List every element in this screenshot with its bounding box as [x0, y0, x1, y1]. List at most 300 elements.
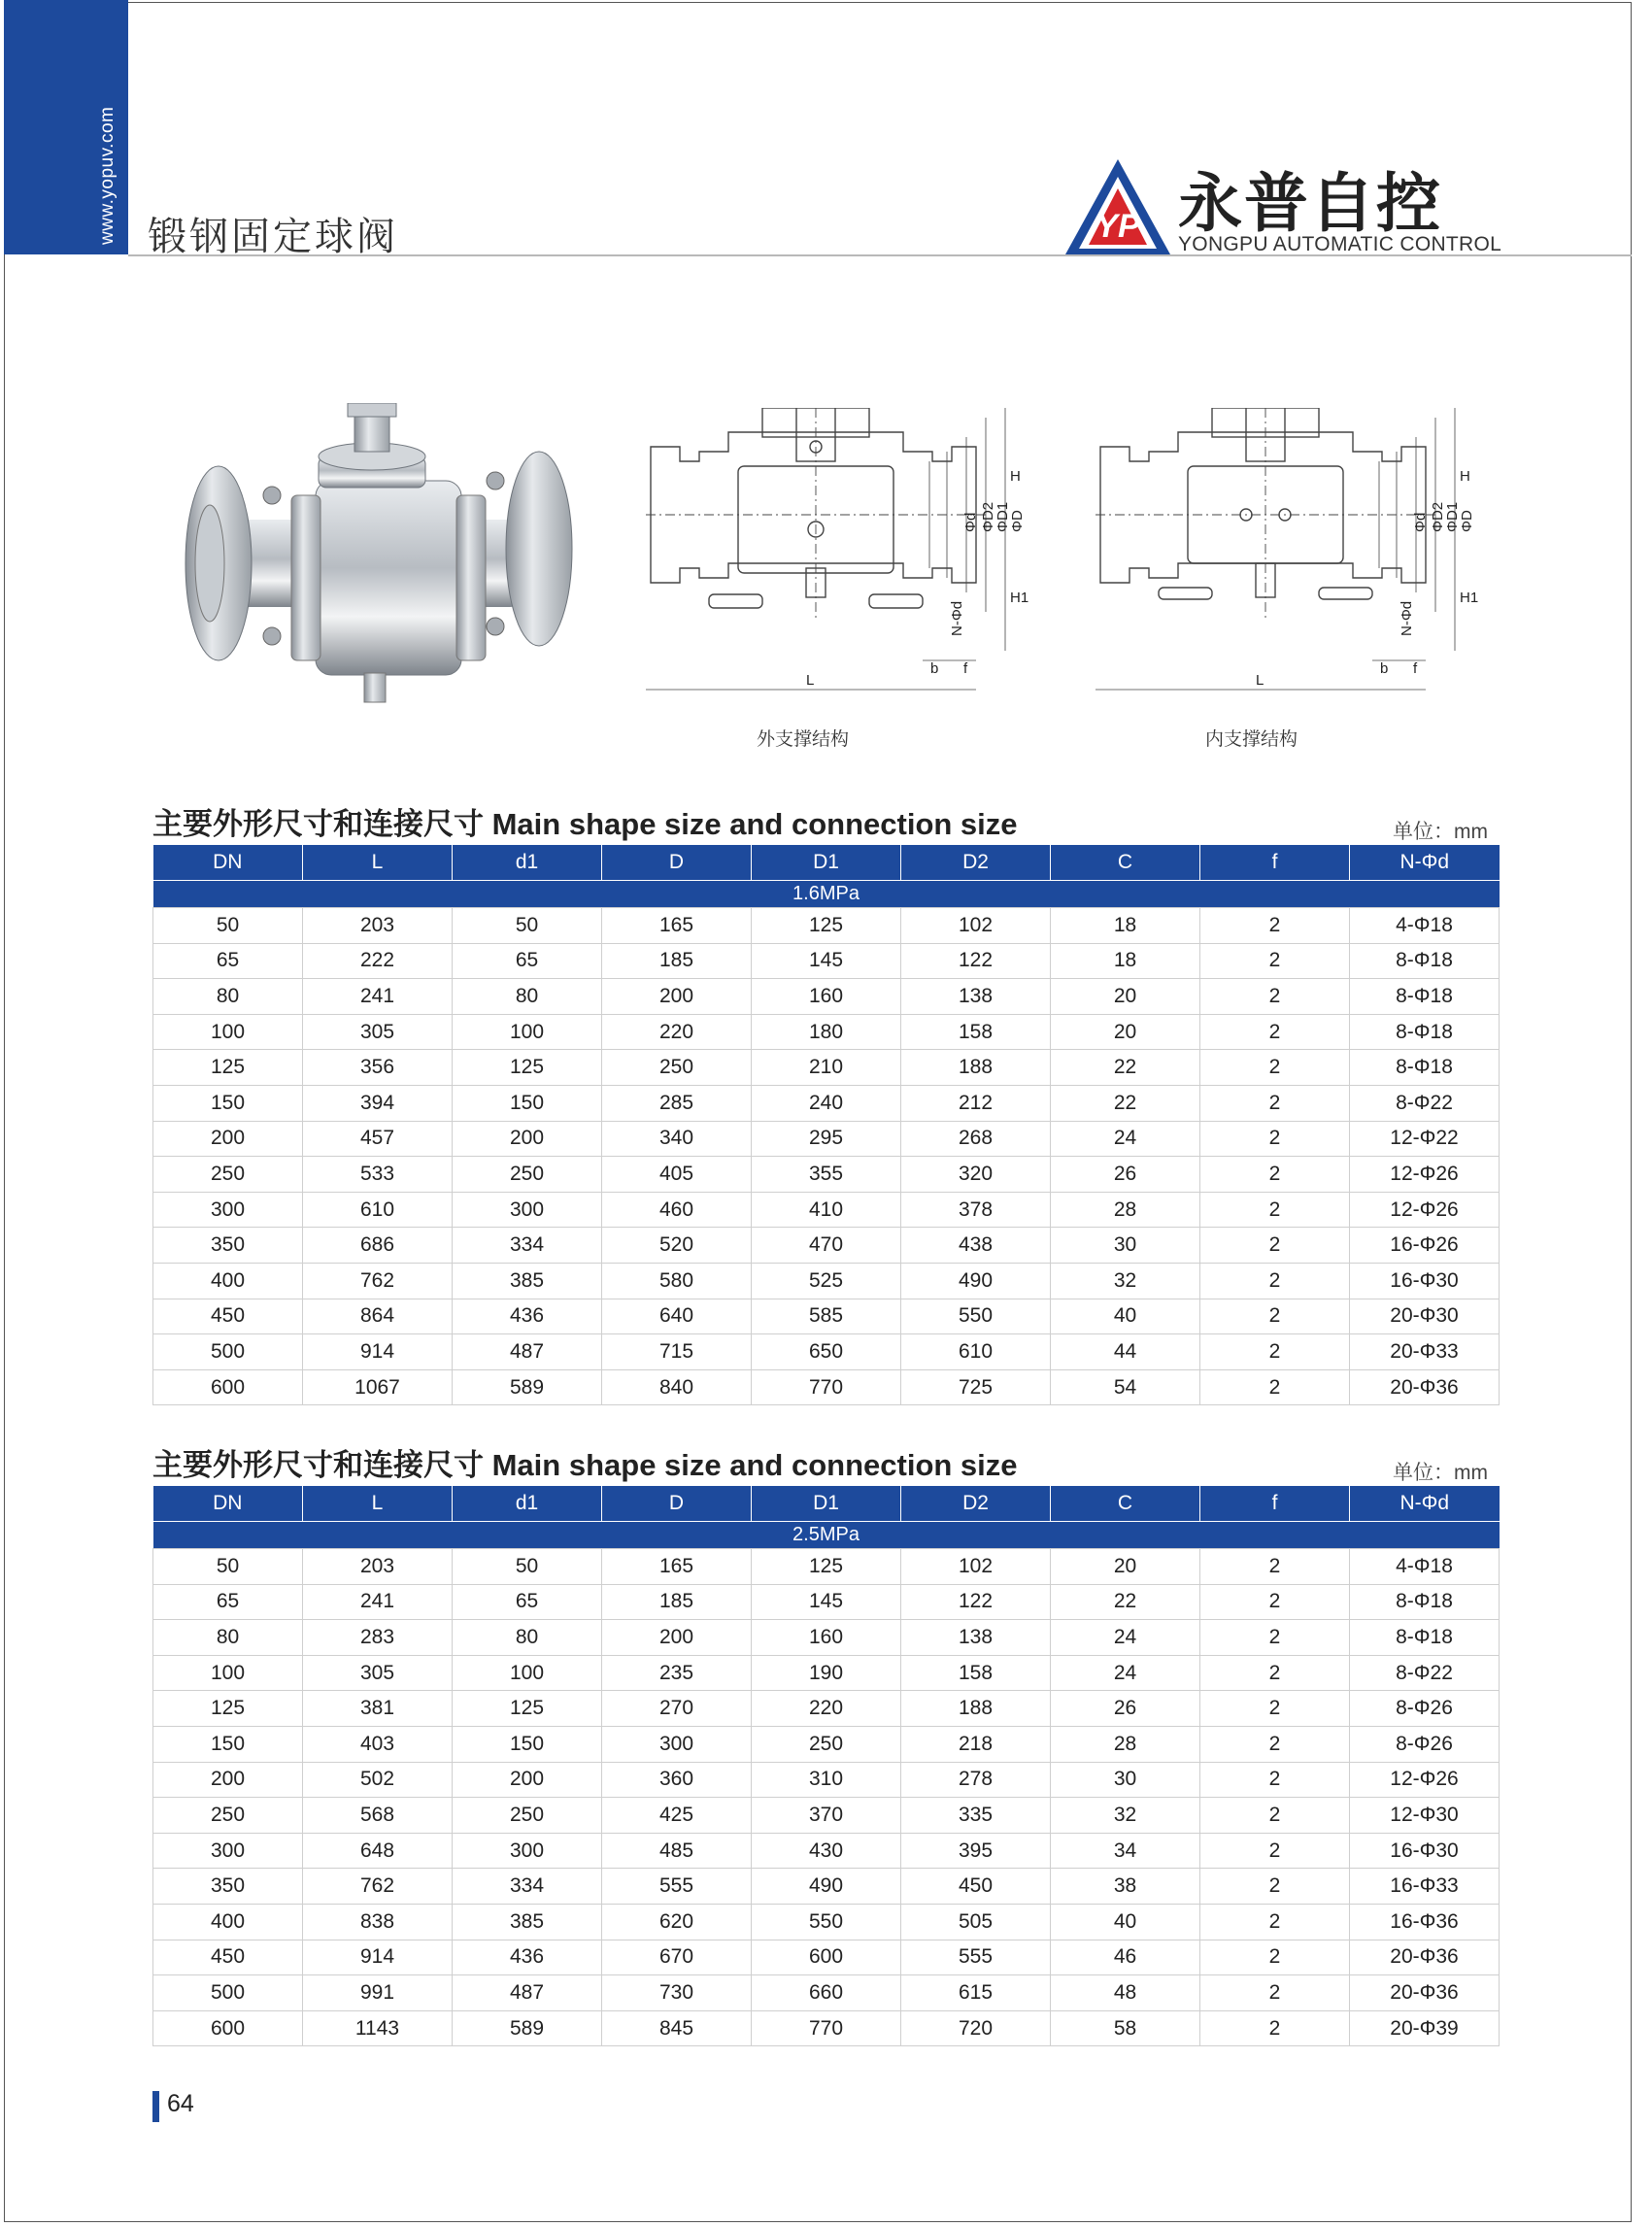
table-cell: 16-Φ30 [1350, 1263, 1500, 1299]
table-cell: 40 [1051, 1904, 1200, 1940]
table-cell: 450 [153, 1299, 303, 1334]
table-cell: 2 [1200, 2010, 1350, 2046]
table-cell: 585 [752, 1299, 901, 1334]
table-cell: 670 [602, 1940, 752, 1975]
table-cell: 250 [453, 1798, 602, 1834]
table-row [153, 1085, 1500, 1121]
table-cell: 305 [303, 1014, 453, 1050]
table-cell: 185 [602, 1584, 752, 1620]
table-cell: 2 [1200, 1085, 1350, 1121]
label-d2: ΦD2 [980, 501, 996, 532]
table-cell: 138 [901, 979, 1051, 1015]
label-h: H [1460, 468, 1470, 485]
table-cell: 50 [153, 1549, 303, 1585]
table-cell: 160 [752, 1620, 901, 1656]
table-cell: 914 [303, 1940, 453, 1975]
section-title-1: 主要外形尺寸和连接尺寸 Main shape size and connection size [152, 807, 1018, 841]
table-cell: 770 [752, 1369, 901, 1405]
table-cell: 335 [901, 1798, 1051, 1834]
table-cell: 241 [303, 979, 453, 1015]
label-b: b [1380, 660, 1389, 677]
table-cell: 550 [901, 1299, 1051, 1334]
table-cell: 20-Φ30 [1350, 1299, 1500, 1334]
table-cell: 100 [453, 1655, 602, 1691]
table-cell: 22 [1051, 1085, 1200, 1121]
table-cell: 180 [752, 1014, 901, 1050]
table-cell: 158 [901, 1014, 1051, 1050]
caption-internal-support: 内支撑结构 [1205, 729, 1298, 750]
table-cell: 65 [153, 1584, 303, 1620]
table-cell: 405 [602, 1157, 752, 1193]
table-cell: 715 [602, 1334, 752, 1370]
table-cell: 502 [303, 1762, 453, 1798]
table-cell: 125 [153, 1691, 303, 1727]
table-cell: 203 [303, 1549, 453, 1585]
table-cell: 18 [1051, 908, 1200, 944]
unit-label-1: 单位：mm [1393, 821, 1488, 843]
table-cell: 165 [602, 908, 752, 944]
table-cell: 150 [153, 1726, 303, 1762]
table-row [153, 1726, 1500, 1762]
table-cell: 720 [901, 2010, 1051, 2046]
table-cell: 8-Φ18 [1350, 979, 1500, 1015]
table-cell: 250 [153, 1798, 303, 1834]
table-row [153, 1549, 1500, 1585]
table-cell: 485 [602, 1833, 752, 1869]
table-cell: 370 [752, 1798, 901, 1834]
label-d: Φd [962, 512, 979, 532]
table-cell: 600 [153, 2010, 303, 2046]
table-cell: 100 [153, 1014, 303, 1050]
table-cell: 65 [153, 943, 303, 979]
table-cell: 845 [602, 2010, 752, 2046]
table-cell: 145 [752, 943, 901, 979]
label-d1: ΦD1 [995, 501, 1011, 532]
label-dd: ΦD [1459, 510, 1475, 532]
table-cell: 650 [752, 1334, 901, 1370]
table-cell: 533 [303, 1157, 453, 1193]
table-header-row [153, 1486, 1500, 1522]
table-cell: 2 [1200, 1192, 1350, 1228]
table-row [153, 1334, 1500, 1370]
table-cell: 600 [153, 1369, 303, 1405]
table-cell: 2 [1200, 1584, 1350, 1620]
table-cell: 18 [1051, 943, 1200, 979]
page-number: 64 [167, 2090, 194, 2117]
table-cell: 525 [752, 1263, 901, 1299]
table-cell: 460 [602, 1192, 752, 1228]
table-header-row [153, 845, 1500, 881]
table-cell: 350 [153, 1869, 303, 1905]
table-cell: 250 [153, 1157, 303, 1193]
table-cell: 270 [602, 1691, 752, 1727]
table-cell: 65 [453, 943, 602, 979]
table-cell: 150 [153, 1085, 303, 1121]
table-cell: 2 [1200, 1833, 1350, 1869]
table-cell: 864 [303, 1299, 453, 1334]
table-cell: 200 [153, 1762, 303, 1798]
label-l: L [806, 672, 815, 689]
table-cell: 2 [1200, 1869, 1350, 1905]
table-cell: 589 [453, 1369, 602, 1405]
table-row [153, 1369, 1500, 1405]
table-cell: 222 [303, 943, 453, 979]
table-cell: 8-Φ26 [1350, 1726, 1500, 1762]
table-row [153, 1904, 1500, 1940]
table-cell: 240 [752, 1085, 901, 1121]
table-row [153, 1014, 1500, 1050]
table-cell: 250 [453, 1157, 602, 1193]
table-cell: 40 [1051, 1299, 1200, 1334]
table-cell: 24 [1051, 1620, 1200, 1656]
table-cell: 615 [901, 1975, 1051, 2011]
table-cell: 26 [1051, 1157, 1200, 1193]
column-header: D [602, 1486, 752, 1522]
table-cell: 188 [901, 1691, 1051, 1727]
table-cell: 80 [453, 979, 602, 1015]
table-cell: 50 [153, 908, 303, 944]
table-cell: 305 [303, 1655, 453, 1691]
table-cell: 24 [1051, 1121, 1200, 1157]
column-header: f [1200, 845, 1350, 881]
table-cell: 200 [602, 979, 752, 1015]
table-cell: 438 [901, 1228, 1051, 1264]
column-header: d1 [453, 845, 602, 881]
table-cell: 218 [901, 1726, 1051, 1762]
table-cell: 200 [453, 1762, 602, 1798]
table-row [153, 2010, 1500, 2046]
table-cell: 8-Φ18 [1350, 1014, 1500, 1050]
table-cell: 355 [752, 1157, 901, 1193]
table-cell: 24 [1051, 1655, 1200, 1691]
table-cell: 403 [303, 1726, 453, 1762]
column-header: D2 [901, 845, 1051, 881]
company-logo [1063, 157, 1502, 258]
table-cell: 165 [602, 1549, 752, 1585]
column-header: L [303, 1486, 453, 1522]
table-cell: 122 [901, 1584, 1051, 1620]
page-title: 锻钢固定球阀 [148, 216, 398, 258]
table-cell: 2 [1200, 1050, 1350, 1086]
table-row [153, 1833, 1500, 1869]
table-cell: 2 [1200, 1975, 1350, 2011]
table-cell: 2 [1200, 1549, 1350, 1585]
table-cell: 300 [453, 1192, 602, 1228]
table-cell: 2 [1200, 1691, 1350, 1727]
table-cell: 2 [1200, 1762, 1350, 1798]
table-cell: 648 [303, 1833, 453, 1869]
table-cell: 48 [1051, 1975, 1200, 2011]
table-cell: 20-Φ36 [1350, 1940, 1500, 1975]
table-cell: 80 [153, 979, 303, 1015]
table-cell: 220 [602, 1014, 752, 1050]
table-cell: 8-Φ18 [1350, 943, 1500, 979]
table-cell: 250 [752, 1726, 901, 1762]
table-cell: 320 [901, 1157, 1051, 1193]
table-cell: 2 [1200, 979, 1350, 1015]
table-cell: 600 [752, 1940, 901, 1975]
table-cell: 660 [752, 1975, 901, 2011]
table-cell: 8-Φ18 [1350, 1050, 1500, 1086]
table-row [153, 1940, 1500, 1975]
column-header: f [1200, 1486, 1350, 1522]
table-cell: 28 [1051, 1192, 1200, 1228]
table-cell: 285 [602, 1085, 752, 1121]
table-cell: 158 [901, 1655, 1051, 1691]
label-d1: ΦD1 [1444, 501, 1461, 532]
table-cell: 185 [602, 943, 752, 979]
table-cell: 80 [453, 1620, 602, 1656]
pressure-rating: 2.5MPa [153, 1522, 1500, 1549]
table-cell: 2 [1200, 943, 1350, 979]
logo-english-name: YONGPU AUTOMATIC CONTROL [1178, 233, 1502, 255]
table-cell: 620 [602, 1904, 752, 1940]
column-header: N-Φd [1350, 1486, 1500, 1522]
label-n: N-Φd [1399, 600, 1415, 636]
table-row [153, 943, 1500, 979]
drawing-external-support [646, 408, 1063, 694]
table-cell: 436 [453, 1940, 602, 1975]
column-header: D2 [901, 1486, 1051, 1522]
table-cell: 102 [901, 1549, 1051, 1585]
table-row [153, 908, 1500, 944]
table-cell: 1067 [303, 1369, 453, 1405]
table-cell: 16-Φ26 [1350, 1228, 1500, 1264]
table-cell: 490 [901, 1263, 1051, 1299]
table-cell: 38 [1051, 1869, 1200, 1905]
table-cell: 555 [901, 1940, 1051, 1975]
table-cell: 250 [602, 1050, 752, 1086]
table-cell: 487 [453, 1334, 602, 1370]
table-cell: 20 [1051, 1549, 1200, 1585]
table-cell: 490 [752, 1869, 901, 1905]
table-cell: 220 [752, 1691, 901, 1727]
table-cell: 2 [1200, 1228, 1350, 1264]
label-h1: H1 [1460, 590, 1479, 606]
table-cell: 589 [453, 2010, 602, 2046]
table-cell: 150 [453, 1726, 602, 1762]
table-cell: 2 [1200, 1121, 1350, 1157]
table-cell: 12-Φ26 [1350, 1157, 1500, 1193]
column-header: D1 [752, 845, 901, 881]
label-d2: ΦD2 [1430, 501, 1446, 532]
table-cell: 32 [1051, 1263, 1200, 1299]
table-cell: 300 [602, 1726, 752, 1762]
table-cell: 102 [901, 908, 1051, 944]
table-cell: 686 [303, 1228, 453, 1264]
table-cell: 450 [153, 1940, 303, 1975]
table-cell: 770 [752, 2010, 901, 2046]
column-header: DN [153, 845, 303, 881]
table-row [153, 1299, 1500, 1334]
drawing-internal-support [1096, 408, 1513, 694]
table-row [153, 1691, 1500, 1727]
table-cell: 32 [1051, 1798, 1200, 1834]
table-cell: 16-Φ36 [1350, 1904, 1500, 1940]
table-cell: 20 [1051, 1014, 1200, 1050]
table-row [153, 1157, 1500, 1193]
table-cell: 425 [602, 1798, 752, 1834]
table-cell: 450 [901, 1869, 1051, 1905]
table-cell: 991 [303, 1975, 453, 2011]
unit-label-2: 单位：mm [1393, 1462, 1488, 1484]
table-cell: 30 [1051, 1228, 1200, 1264]
table-cell: 2 [1200, 908, 1350, 944]
page-number-bar [152, 2091, 159, 2122]
table-cell: 100 [153, 1655, 303, 1691]
table-cell: 610 [303, 1192, 453, 1228]
table-cell: 555 [602, 1869, 752, 1905]
table-cell: 2 [1200, 1726, 1350, 1762]
table-cell: 125 [752, 1549, 901, 1585]
table-cell: 356 [303, 1050, 453, 1086]
column-header: C [1051, 1486, 1200, 1522]
table-cell: 12-Φ26 [1350, 1192, 1500, 1228]
table-cell: 2 [1200, 1904, 1350, 1940]
table-cell: 400 [153, 1904, 303, 1940]
label-l: L [1256, 672, 1264, 689]
table-cell: 2 [1200, 1014, 1350, 1050]
table-cell: 4-Φ18 [1350, 1549, 1500, 1585]
table-cell: 838 [303, 1904, 453, 1940]
spec-table-2.5mpa [152, 1486, 1500, 2046]
table-cell: 8-Φ22 [1350, 1085, 1500, 1121]
table-row [153, 1655, 1500, 1691]
table-cell: 50 [453, 1549, 602, 1585]
table-row [153, 1050, 1500, 1086]
table-cell: 762 [303, 1263, 453, 1299]
table-cell: 212 [901, 1085, 1051, 1121]
table-cell: 16-Φ33 [1350, 1869, 1500, 1905]
table-row [153, 1192, 1500, 1228]
table-cell: 241 [303, 1584, 453, 1620]
table-cell: 200 [153, 1121, 303, 1157]
label-b: b [930, 660, 939, 677]
table-cell: 334 [453, 1228, 602, 1264]
label-d: Φd [1412, 512, 1429, 532]
column-header: C [1051, 845, 1200, 881]
table-row [153, 1121, 1500, 1157]
table-cell: 914 [303, 1334, 453, 1370]
table-cell: 100 [453, 1014, 602, 1050]
table-cell: 34 [1051, 1833, 1200, 1869]
table-cell: 4-Φ18 [1350, 908, 1500, 944]
table-cell: 300 [153, 1833, 303, 1869]
table-cell: 350 [153, 1228, 303, 1264]
column-header: N-Φd [1350, 845, 1500, 881]
column-header: L [303, 845, 453, 881]
table-cell: 44 [1051, 1334, 1200, 1370]
table-cell: 340 [602, 1121, 752, 1157]
table-cell: 283 [303, 1620, 453, 1656]
table-cell: 2 [1200, 1798, 1350, 1834]
table-cell: 200 [453, 1121, 602, 1157]
table-cell: 8-Φ22 [1350, 1655, 1500, 1691]
table-cell: 410 [752, 1192, 901, 1228]
table-cell: 334 [453, 1869, 602, 1905]
table-cell: 12-Φ30 [1350, 1798, 1500, 1834]
pressure-rating: 1.6MPa [153, 881, 1500, 908]
table-cell: 400 [153, 1263, 303, 1299]
label-n: N-Φd [949, 600, 965, 636]
table-cell: 122 [901, 943, 1051, 979]
table-row [153, 979, 1500, 1015]
table-cell: 840 [602, 1369, 752, 1405]
table-cell: 125 [453, 1691, 602, 1727]
table-cell: 470 [752, 1228, 901, 1264]
table-cell: 730 [602, 1975, 752, 2011]
column-header: DN [153, 1486, 303, 1522]
logo-chinese-name: 永普自控 [1178, 167, 1442, 239]
table-cell: 268 [901, 1121, 1051, 1157]
table-cell: 160 [752, 979, 901, 1015]
table-cell: 762 [303, 1869, 453, 1905]
table-cell: 188 [901, 1050, 1051, 1086]
label-h1: H1 [1010, 590, 1029, 606]
table-cell: 310 [752, 1762, 901, 1798]
table-cell: 203 [303, 908, 453, 944]
table-cell: 8-Φ18 [1350, 1620, 1500, 1656]
table-cell: 381 [303, 1691, 453, 1727]
table-cell: 28 [1051, 1726, 1200, 1762]
label-dd: ΦD [1009, 510, 1026, 532]
table-cell: 2 [1200, 1655, 1350, 1691]
table-cell: 2 [1200, 1334, 1350, 1370]
table-cell: 2 [1200, 1620, 1350, 1656]
table-cell: 300 [153, 1192, 303, 1228]
table-cell: 2 [1200, 1940, 1350, 1975]
table-cell: 145 [752, 1584, 901, 1620]
table-cell: 210 [752, 1050, 901, 1086]
table-cell: 500 [153, 1334, 303, 1370]
website-url: www.yopuv.com [97, 106, 118, 245]
table-cell: 394 [303, 1085, 453, 1121]
label-f: f [963, 660, 968, 677]
table-cell: 505 [901, 1904, 1051, 1940]
table-cell: 278 [901, 1762, 1051, 1798]
table-cell: 640 [602, 1299, 752, 1334]
table-cell: 520 [602, 1228, 752, 1264]
valve-photo [175, 403, 588, 724]
table-cell: 125 [153, 1050, 303, 1086]
table-row [153, 1228, 1500, 1264]
table-cell: 50 [453, 908, 602, 944]
table-cell: 378 [901, 1192, 1051, 1228]
table-cell: 12-Φ22 [1350, 1121, 1500, 1157]
table-cell: 430 [752, 1833, 901, 1869]
table-cell: 610 [901, 1334, 1051, 1370]
table-cell: 20-Φ33 [1350, 1334, 1500, 1370]
table-cell: 16-Φ30 [1350, 1833, 1500, 1869]
table-cell: 58 [1051, 2010, 1200, 2046]
table-row [153, 1762, 1500, 1798]
table-cell: 2 [1200, 1369, 1350, 1405]
table-cell: 580 [602, 1263, 752, 1299]
table-cell: 550 [752, 1904, 901, 1940]
table-cell: 1143 [303, 2010, 453, 2046]
table-cell: 300 [453, 1833, 602, 1869]
table-cell: 26 [1051, 1691, 1200, 1727]
table-cell: 80 [153, 1620, 303, 1656]
table-cell: 30 [1051, 1762, 1200, 1798]
logo-triangle-icon [1063, 157, 1172, 258]
table-cell: 20-Φ36 [1350, 1975, 1500, 2011]
table-cell: 125 [453, 1050, 602, 1086]
table-cell: 2 [1200, 1299, 1350, 1334]
column-header: D [602, 845, 752, 881]
table-cell: 2 [1200, 1157, 1350, 1193]
table-cell: 20-Φ39 [1350, 2010, 1500, 2046]
